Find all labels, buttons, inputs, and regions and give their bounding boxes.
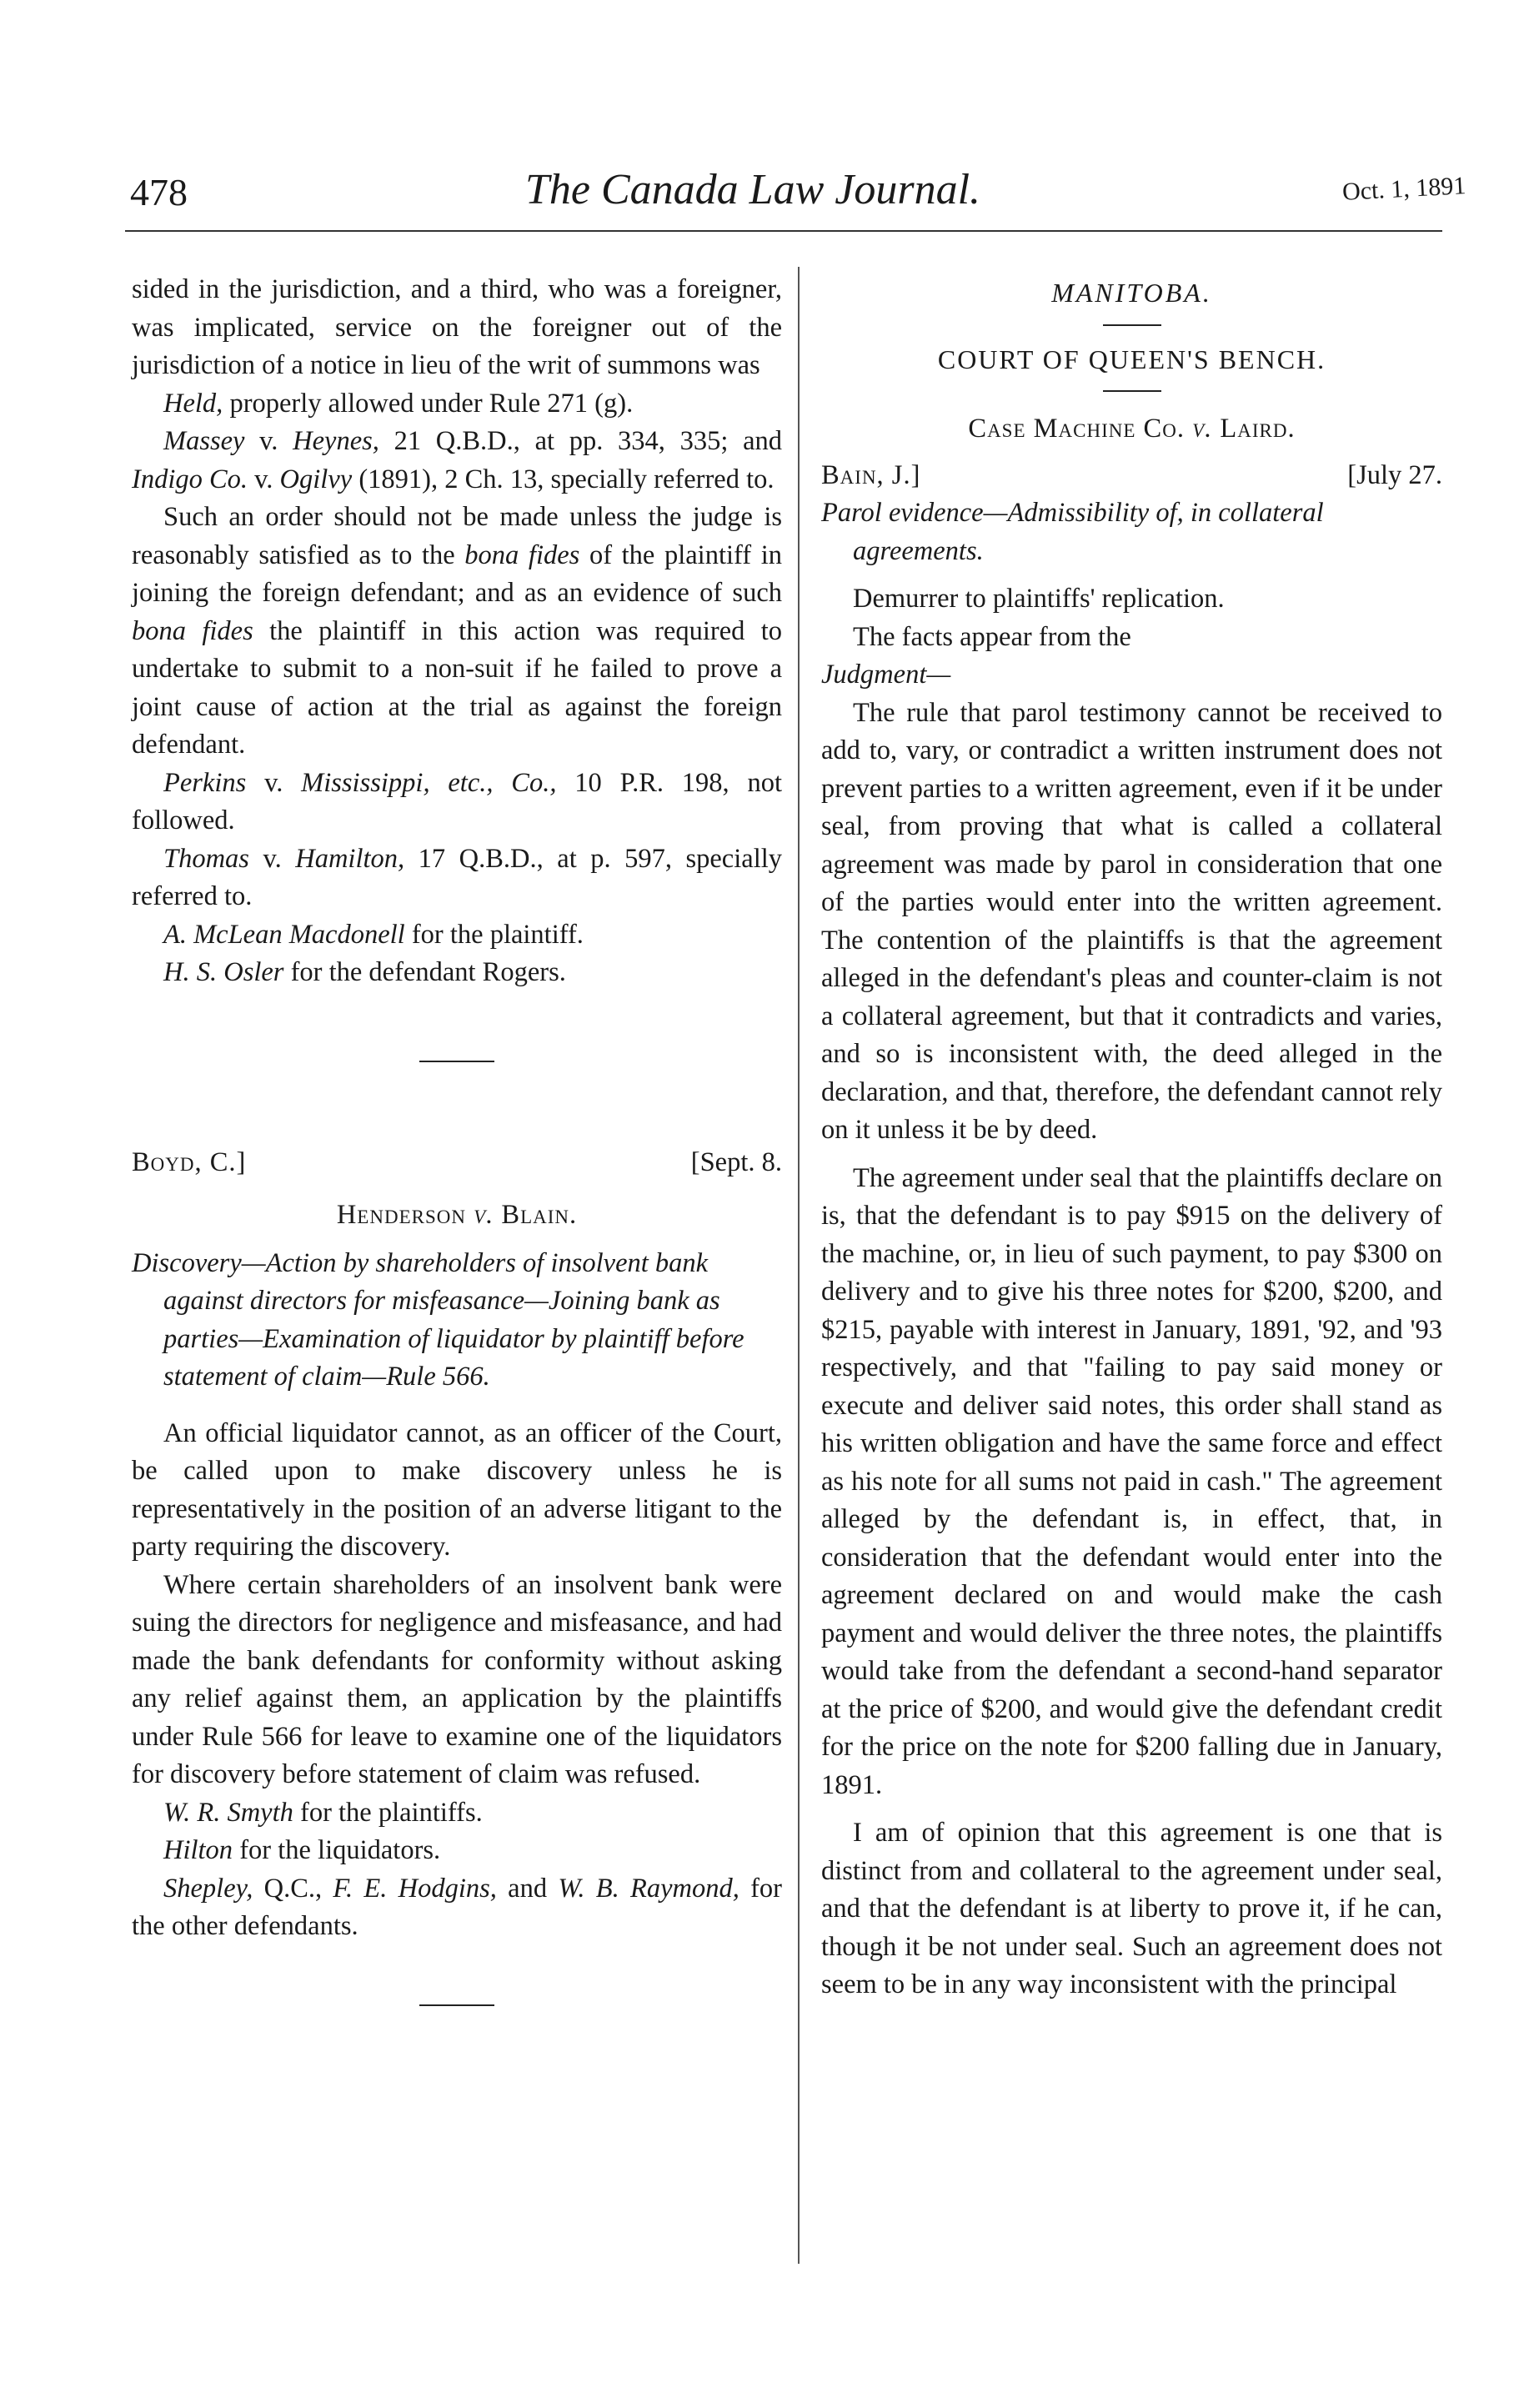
counsel-role: for the liquidators.	[233, 1835, 441, 1865]
case-name: Mississippi, etc., Co.,	[301, 767, 557, 798]
counsel-line	[132, 954, 782, 992]
case-title	[132, 1196, 782, 1235]
counsel-name: F. E. Hodgins,	[333, 1873, 497, 1904]
case-name: Thomas	[163, 843, 249, 874]
citation	[132, 765, 782, 840]
conjunction: and	[496, 1873, 559, 1904]
counsel-role: for the defendant Rogers.	[283, 957, 566, 987]
citation-text: 21 Q.B.D., at pp. 334, 335; and	[378, 426, 783, 456]
latin-term: bona fides	[132, 615, 253, 646]
header-rule	[125, 230, 1442, 232]
counsel-name: A. McLean Macdonell	[163, 919, 405, 950]
counsel-name: H. S. Osler	[163, 957, 284, 987]
held-label: Held,	[163, 388, 223, 419]
case-name: Indigo Co.	[132, 464, 248, 494]
case-date: [Sept. 8.	[690, 1146, 782, 1177]
text: of the plaintiff in joining the foreign defendant; and as an evidence of such	[132, 539, 782, 608]
case-name: Perkins	[163, 767, 247, 798]
case-name: Massey	[163, 426, 245, 456]
case-name: Ogilvy	[279, 464, 353, 494]
case-headnote: Parol evidence—Admissibility of, in collateral agreements.	[821, 498, 1324, 566]
paragraph: The facts appear from the	[853, 621, 1131, 652]
paragraph: Demurrer to plaintiffs' replication.	[853, 584, 1225, 614]
paragraph: I am of opinion that this agreement is one that is distinct from and collateral to the agreement under seal, and that the defendant is at liberty to prove it, if he can, though it be not under seal. Such an agreement does not seem to be in any way inconsistent with the principal	[821, 1818, 1442, 1999]
text: the plaintiff in this action was required to undertake to submit to a non-suit if he failed to prove a joint cause of action at the trial as against the foreign defendant.	[132, 615, 782, 760]
case-judge-row	[821, 457, 1442, 495]
page-header	[125, 158, 1467, 225]
journal-title: The Canada Law Journal.	[525, 166, 981, 213]
citation	[132, 423, 782, 499]
counsel-role: for the other defendants.	[132, 1873, 782, 1941]
column-divider	[798, 267, 800, 2264]
counsel-line	[132, 1794, 782, 1833]
versus: v.	[244, 426, 293, 456]
versus: v.	[246, 767, 302, 798]
counsel-name: W. R. Smyth	[163, 1797, 293, 1828]
right-column	[821, 271, 1442, 2004]
left-column	[132, 271, 782, 2006]
text: Such an order should not be made unless the judge is reasonably satisfied as to the	[132, 502, 782, 570]
section-divider	[419, 2004, 494, 2006]
counsel-name: Hilton	[163, 1835, 233, 1865]
issue-date: Oct. 1, 1891	[1341, 172, 1467, 206]
province-heading: MANITOBA.	[1051, 278, 1212, 308]
counsel-role: for the plaintiff.	[404, 919, 584, 950]
held-paragraph	[132, 385, 782, 424]
case-title	[821, 410, 1442, 449]
counsel-line	[132, 1870, 782, 1946]
paragraph: An official liquidator cannot, as an officer of the Court, be called upon to make discovery unless he is representatively in the position of an adverse litigant to the party requiring the discovery.	[132, 1417, 782, 1562]
citation	[132, 840, 782, 916]
judge-name: Bain, J.]	[821, 459, 921, 490]
citation-text: 17 Q.B.D., at p. 597, specially referred to.	[132, 843, 782, 911]
paragraph: Where certain shareholders of an insolvent bank were suing the directors for negligence and misfeasance, and had made the bank defendants for conformity without asking any relief against them, an application by the plaintiffs under Rule 566 for leave to examine one of the liquidators for discovery before statement of claim was refused.	[132, 1569, 782, 1789]
latin-term: bona fides	[464, 539, 580, 570]
case-date: [July 27.	[1347, 459, 1442, 490]
versus: v.	[248, 464, 280, 494]
party-name: Case Machine Co.	[968, 414, 1185, 444]
counsel-role: for the plaintiffs.	[293, 1797, 483, 1828]
counsel-line	[132, 916, 782, 955]
citation-text: (1891), 2 Ch. 13, specially referred to.	[352, 464, 775, 494]
paragraph: sided in the jurisdiction, and a third, who was a foreigner, was implicated, service on the foreigner out of the jurisdiction of a notice in lieu of the writ of summons was	[132, 274, 782, 380]
counsel-line	[132, 1832, 782, 1870]
party-name: Blain.	[501, 1200, 578, 1230]
case-judge-row	[132, 1144, 782, 1182]
paragraph: The rule that parol testimony cannot be received to add to, vary, or contradict a written instrument does not prevent parties to a written agreement, even if it be under seal, from proving that what is called a collateral agreement was made by parol in consideration that one of the parties would enter into the written agreement. The contention of the plaintiffs is that the agreement alleged in the defendant's pleas and counter-claim is not a collateral agreement, but that it contradicts and varies, and so is inconsistent with, the deed alleged in the declaration, and that, therefore, the defendant cannot rely on it unless it be by deed.	[821, 697, 1442, 1145]
party-name: Henderson	[336, 1200, 466, 1230]
party-name: Laird.	[1220, 414, 1296, 444]
judge-name: Boyd, C.]	[132, 1146, 247, 1177]
versus: v.	[1184, 414, 1221, 444]
court-heading: COURT OF QUEEN'S BENCH.	[937, 344, 1326, 374]
counsel-name: Shepley,	[163, 1873, 253, 1904]
citation-text: 10 P.R. 198, not followed.	[132, 767, 782, 835]
page-number: 478	[130, 171, 188, 213]
paragraph	[132, 499, 782, 765]
case-name: Heynes,	[293, 426, 379, 456]
counsel-name: W. B. Raymond,	[558, 1873, 739, 1904]
held-text: properly allowed under Rule 271 (g).	[223, 388, 634, 419]
versus: v.	[248, 843, 296, 874]
counsel-role: Q.C.,	[253, 1873, 333, 1904]
judgment-label: Judgment—	[821, 660, 951, 690]
paragraph: The agreement under seal that the plaintiffs declare on is, that the defendant is to pay $915 on the delivery of the machine, or, in lieu of such payment, to pay $300 on delivery and to give his three notes for $200, $200, and $215, payable with interest in January, 1891, '92, and '93 respectively, and that "failing to pay said money or execute and deliver said notes, this order shall stand as his written obligation and have the same force and effect as his note for all sums not paid in cash." The agreement alleged by the defendant is, in effect, that, in consideration that the defendant would enter into the agreement declared on and would make the cash payment and would deliver the three notes, the plaintiffs would take from the defendant a second-hand separator at the price of $200, and would give the defendant credit for the price on the note for $200 falling due in January, 1891.	[821, 1162, 1442, 1800]
versus: v.	[465, 1200, 502, 1230]
case-name: Hamilton,	[295, 843, 405, 874]
case-headnote: Discovery—Action by shareholders of insolvent bank against directors for misfeasance—Joining bank as parties—Examination of liquidator by plaintiff before statement of claim—Rule 566.	[132, 1247, 744, 1392]
